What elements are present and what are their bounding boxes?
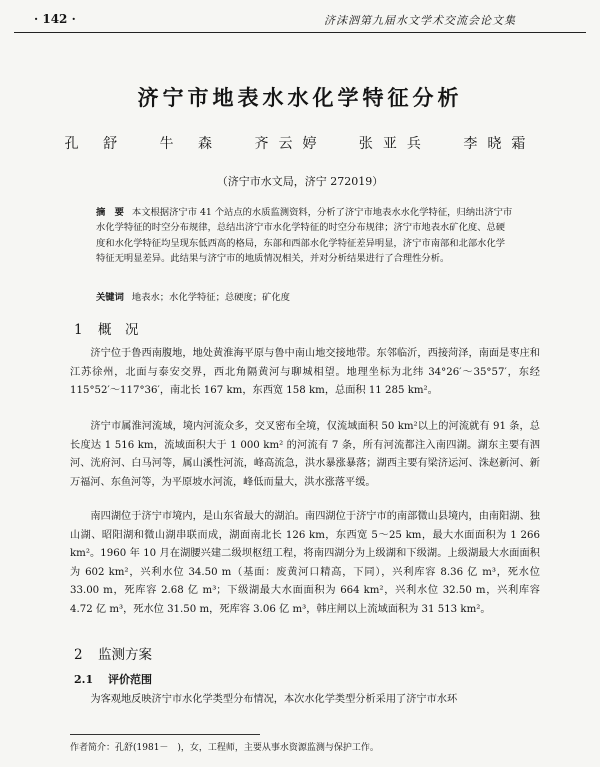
footnote-rule bbox=[70, 734, 260, 735]
paper-title: 济宁市地表水水化学特征分析 bbox=[137, 86, 463, 110]
subsection-heading bbox=[74, 671, 152, 687]
body-paragraph bbox=[70, 508, 540, 620]
abstract-label: 摘 要 bbox=[96, 207, 124, 218]
body-paragraph bbox=[70, 691, 540, 710]
subsection-number: 2.1 bbox=[74, 673, 94, 686]
author-list bbox=[0, 133, 600, 153]
paragraph-text: 济宁位于鲁西南腹地，地处黄淮海平原与鲁中南山地交接地带。东邻临沂，西接菏泽，南面是枣庄和江苏徐州，北面与泰安交界，西北角隔黄河与聊城相望。地理坐标为北纬 34°26′～35°57′，东经 115°52′～117°36′，南北长 167 km，东西宽 158 km，总面积 11 285 km²。 bbox=[70, 348, 540, 397]
abstract-text: 本文根据济宁市 41 个站点的水质监测资料，分析了济宁市地表水水化学特征，归纳出济宁市水化学特征的时空分布规律，总结出济宁市水化学特征的时空分布规律；济宁市地表水矿化度、总硬度和水化学特征均呈现东低西高的格局，东部和西部水化学特征差异明显，济宁市南部和北部水化学特征无明显差异。此结果与济宁市的地质情况相关，并对分析结果进行了合理性分析。 bbox=[96, 207, 513, 265]
author: 齐云婷 bbox=[254, 136, 327, 152]
paragraph-text: 南四湖位于济宁市境内，是山东省最大的湖泊。南四湖位于济宁市的南部微山县境内，由南阳湖、独山湖、昭阳湖和微山湖串联而成，湖面南北长 126 km，东西宽 5～25 km，最大水面面积为 1 266 km²。1960 年 10 月在湖腰兴建二级坝枢纽工程，将南四湖分为上级湖和下级湖。上级湖最大水面面积为 602 km²，兴利水位 34.50 m（基面：废黄河口精高，下同），兴利库容 8.36 亿 m³，死水位 33.00 m，死库容 2.68 亿 m³；下级湖最大水面面积为 664 km²，兴利水位 32.50 m，兴利库容 4.72 亿 m³，死水位 31.50 m，死库容 3.06 亿 m³，韩庄闸以上流域面积为 31 513 km²。 bbox=[70, 511, 540, 615]
keywords-text: 地表水；水化学特征；总硬度；矿化度 bbox=[131, 292, 290, 303]
section-title: 概 况 bbox=[98, 322, 139, 338]
keywords-label: 关键词 bbox=[96, 292, 124, 303]
page-number: · 142 · bbox=[34, 12, 76, 26]
section-heading bbox=[74, 643, 152, 663]
section-heading bbox=[74, 318, 139, 338]
affiliation: （济宁市水文局，济宁 272019） bbox=[216, 175, 384, 188]
paragraph-text: 济宁市属淮河流域，境内河流众多，交叉密布全境，仅流域面积 50 km²以上的河流就有 91 条，总长度达 1 516 km，流域面积大于 1 000 km² 的河流有 7 条，所有河流都注入南四湖。湖东主要有泗河、洸府河、白马河等，属山溪性河流，峰高流急，洪水暴涨暴落；湖西主要有梁济运河、洙赵新河、新万福河、东鱼河等，为平原坡水河流，峰低而量大，洪水涨落平缓。 bbox=[70, 421, 540, 488]
author: 李晓霜 bbox=[463, 136, 536, 152]
author: 孔 舒 bbox=[64, 136, 128, 152]
section-number: 2 bbox=[74, 647, 83, 663]
section-title: 监测方案 bbox=[98, 647, 152, 663]
paragraph-text: 为客观地反映济宁市水化学类型分布情况，本次水化学类型分析采用了济宁市水环 bbox=[90, 694, 458, 705]
author: 牛 森 bbox=[159, 136, 222, 152]
author-footnote: 作者简介：孔舒(1981－ )，女，工程师，主要从事水资源监测与保护工作。 bbox=[70, 743, 379, 753]
keywords bbox=[96, 290, 514, 305]
author: 张亚兵 bbox=[358, 136, 431, 152]
section-number: 1 bbox=[74, 322, 83, 338]
running-header bbox=[14, 10, 586, 33]
journal-title: 济沫泗第九届水文学术交流会论文集 bbox=[324, 14, 516, 27]
subsection-title: 评价范围 bbox=[108, 673, 152, 686]
body-paragraph bbox=[70, 418, 540, 492]
abstract bbox=[96, 205, 514, 267]
body-paragraph bbox=[70, 345, 540, 401]
